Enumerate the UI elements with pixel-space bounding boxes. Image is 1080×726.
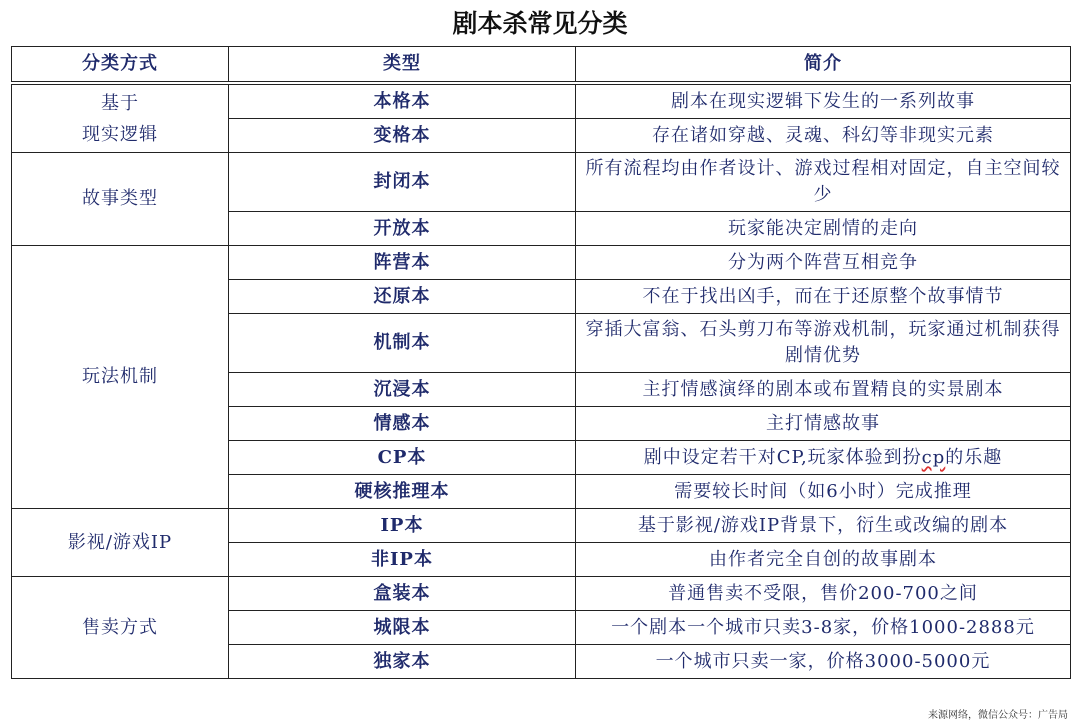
- type-cell: 情感本: [229, 407, 576, 441]
- type-cell: 机制本: [229, 314, 576, 373]
- type-cell: IP本: [229, 509, 576, 543]
- category-cell: 故事类型: [12, 153, 229, 246]
- header-description: 简介: [576, 47, 1071, 84]
- type-cell: 城限本: [229, 611, 576, 645]
- type-cell: CP本: [229, 441, 576, 475]
- type-cell: 本格本: [229, 83, 576, 119]
- spellcheck-underlined-text: cp: [921, 446, 946, 468]
- type-cell: 变格本: [229, 119, 576, 153]
- header-type: 类型: [229, 47, 576, 84]
- type-cell: 封闭本: [229, 153, 576, 212]
- classification-table: [11, 46, 1071, 679]
- description-cell: 穿插大富翁、石头剪刀布等游戏机制，玩家通过机制获得剧情优势: [576, 314, 1071, 373]
- description-cell: 需要较长时间（如6小时）完成推理: [576, 475, 1071, 509]
- description-cell: 一个城市只卖一家，价格3000-5000元: [576, 645, 1071, 679]
- category-cell: 基于 现实逻辑: [12, 83, 229, 153]
- description-text: 剧中设定若干对CP,玩家体验到扮: [643, 446, 922, 468]
- description-cell: 不在于找出凶手，而在于还原整个故事情节: [576, 280, 1071, 314]
- type-cell: 盒装本: [229, 577, 576, 611]
- description-cell: 玩家能决定剧情的走向: [576, 212, 1071, 246]
- table-row: [12, 509, 1071, 543]
- table-row: [12, 246, 1071, 280]
- category-cell: 玩法机制: [12, 246, 229, 509]
- type-cell: 非IP本: [229, 543, 576, 577]
- table-row: [12, 577, 1071, 611]
- description-cell: 基于影视/游戏IP背景下，衍生或改编的剧本: [576, 509, 1071, 543]
- table-row: [12, 83, 1071, 119]
- description-cell: 普通售卖不受限，售价200-700之间: [576, 577, 1071, 611]
- source-credit: 来源网络，微信公众号：广告局: [928, 710, 1068, 721]
- description-cell: [576, 441, 1071, 475]
- description-cell: 主打情感故事: [576, 407, 1071, 441]
- category-cell: 售卖方式: [12, 577, 229, 679]
- description-cell: 存在诸如穿越、灵魂、科幻等非现实元素: [576, 119, 1071, 153]
- type-cell: 硬核推理本: [229, 475, 576, 509]
- type-cell: 独家本: [229, 645, 576, 679]
- description-cell: 主打情感演绎的剧本或布置精良的实景剧本: [576, 373, 1071, 407]
- category-cell: 影视/游戏IP: [12, 509, 229, 577]
- type-cell: 阵营本: [229, 246, 576, 280]
- description-cell: 一个剧本一个城市只卖3-8家，价格1000-2888元: [576, 611, 1071, 645]
- table-row: [12, 153, 1071, 212]
- page-title: 剧本杀常见分类: [452, 9, 628, 38]
- type-cell: 开放本: [229, 212, 576, 246]
- description-cell: 所有流程均由作者设计、游戏过程相对固定，自主空间较少: [576, 153, 1071, 212]
- description-text: 的乐趣: [945, 446, 1003, 468]
- type-cell: 还原本: [229, 280, 576, 314]
- header-category: 分类方式: [12, 47, 229, 84]
- description-cell: 分为两个阵营互相竞争: [576, 246, 1071, 280]
- description-cell: 剧本在现实逻辑下发生的一系列故事: [576, 83, 1071, 119]
- description-cell: 由作者完全自创的故事剧本: [576, 543, 1071, 577]
- table-header-row: [12, 47, 1071, 84]
- type-cell: 沉浸本: [229, 373, 576, 407]
